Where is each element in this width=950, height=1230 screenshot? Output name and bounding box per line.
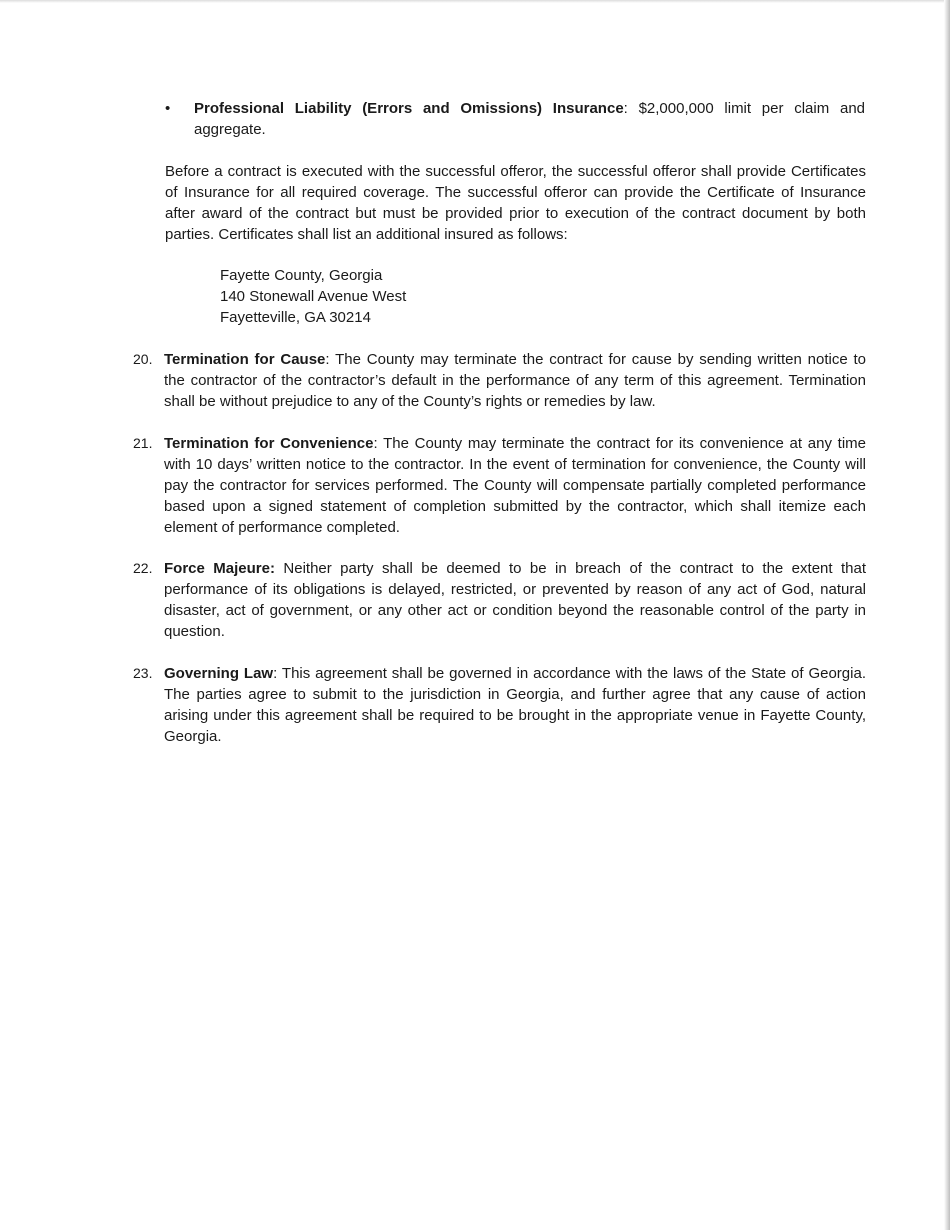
section-number: 22. — [133, 560, 153, 576]
insurance-body: : $2,000,000 limit per claim and aggregate. — [194, 100, 866, 138]
section-heading: Termination for Cause — [164, 351, 326, 368]
section-text: : This agreement shall be governed in accordance with the laws of the State of Georgia. The parties agree to submit to the jurisdiction in Georgia, and further agree that any cause of action arising under this agreement shall be required to be brought in the appropriate venue in Fayette County, Georgia. — [164, 665, 866, 745]
scan-right-edge — [944, 0, 950, 1230]
additional-insured-address — [220, 265, 406, 328]
section-number: 21. — [133, 435, 153, 451]
section-text: : The County may terminate the contract for its convenience at any time with 10 days’ written notice to the contractor. In the event of termination for convenience, the County will pay the contractor for services performed. The County will compensate partially completed performance based upon a signed statement of completion submitted by the contractor, which shall itemize each element of performance completed. — [164, 435, 866, 536]
section-body — [164, 433, 866, 538]
insurance-bullet-item — [165, 98, 865, 140]
section-text: Neither party shall be deemed to be in breach of the contract to the extent that performance of its obligations is delayed, restricted, or prevented by reason of any act of God, natural disaster, act of government, or any other act or condition beyond the reasonable control of the party in question. — [164, 560, 866, 640]
section-body — [164, 663, 866, 747]
section-number: 20. — [133, 351, 153, 367]
section-termination-for-convenience — [133, 433, 866, 538]
insurance-heading: Professional Liability (Errors and Omissions) Insurance — [194, 100, 624, 117]
bullet-icon: • — [165, 100, 171, 117]
section-body — [164, 349, 866, 412]
section-heading: Force Majeure: — [164, 560, 275, 577]
section-body — [164, 558, 866, 642]
certificates-paragraph: Before a contract is executed with the successful offeror, the successful offeror shall provide Certificates of Insurance for all required coverage. The successful offeror can provide the Certificate of Insurance after award of the contract but must be provided prior to execution of the contract document by both parties. Certificates shall list an additional insured as follows: — [165, 163, 866, 243]
section-termination-for-cause — [133, 349, 866, 412]
section-number: 23. — [133, 665, 153, 681]
scan-top-edge — [0, 0, 950, 3]
address-line-1: Fayette County, Georgia — [220, 267, 383, 284]
section-force-majeure — [133, 558, 866, 642]
section-text: : The County may terminate the contract for cause by sending written notice to the contractor of the contractor’s default in the performance of any term of this agreement. Termination shall be without prejudice to any of the County’s rights or remedies by law. — [164, 351, 866, 410]
section-heading: Termination for Convenience — [164, 435, 374, 452]
section-heading: Governing Law — [164, 665, 274, 682]
address-line-2: 140 Stonewall Avenue West — [220, 288, 407, 305]
section-governing-law — [133, 663, 866, 747]
address-line-3: Fayetteville, GA 30214 — [220, 309, 371, 326]
insurance-bullet-text — [194, 98, 865, 140]
